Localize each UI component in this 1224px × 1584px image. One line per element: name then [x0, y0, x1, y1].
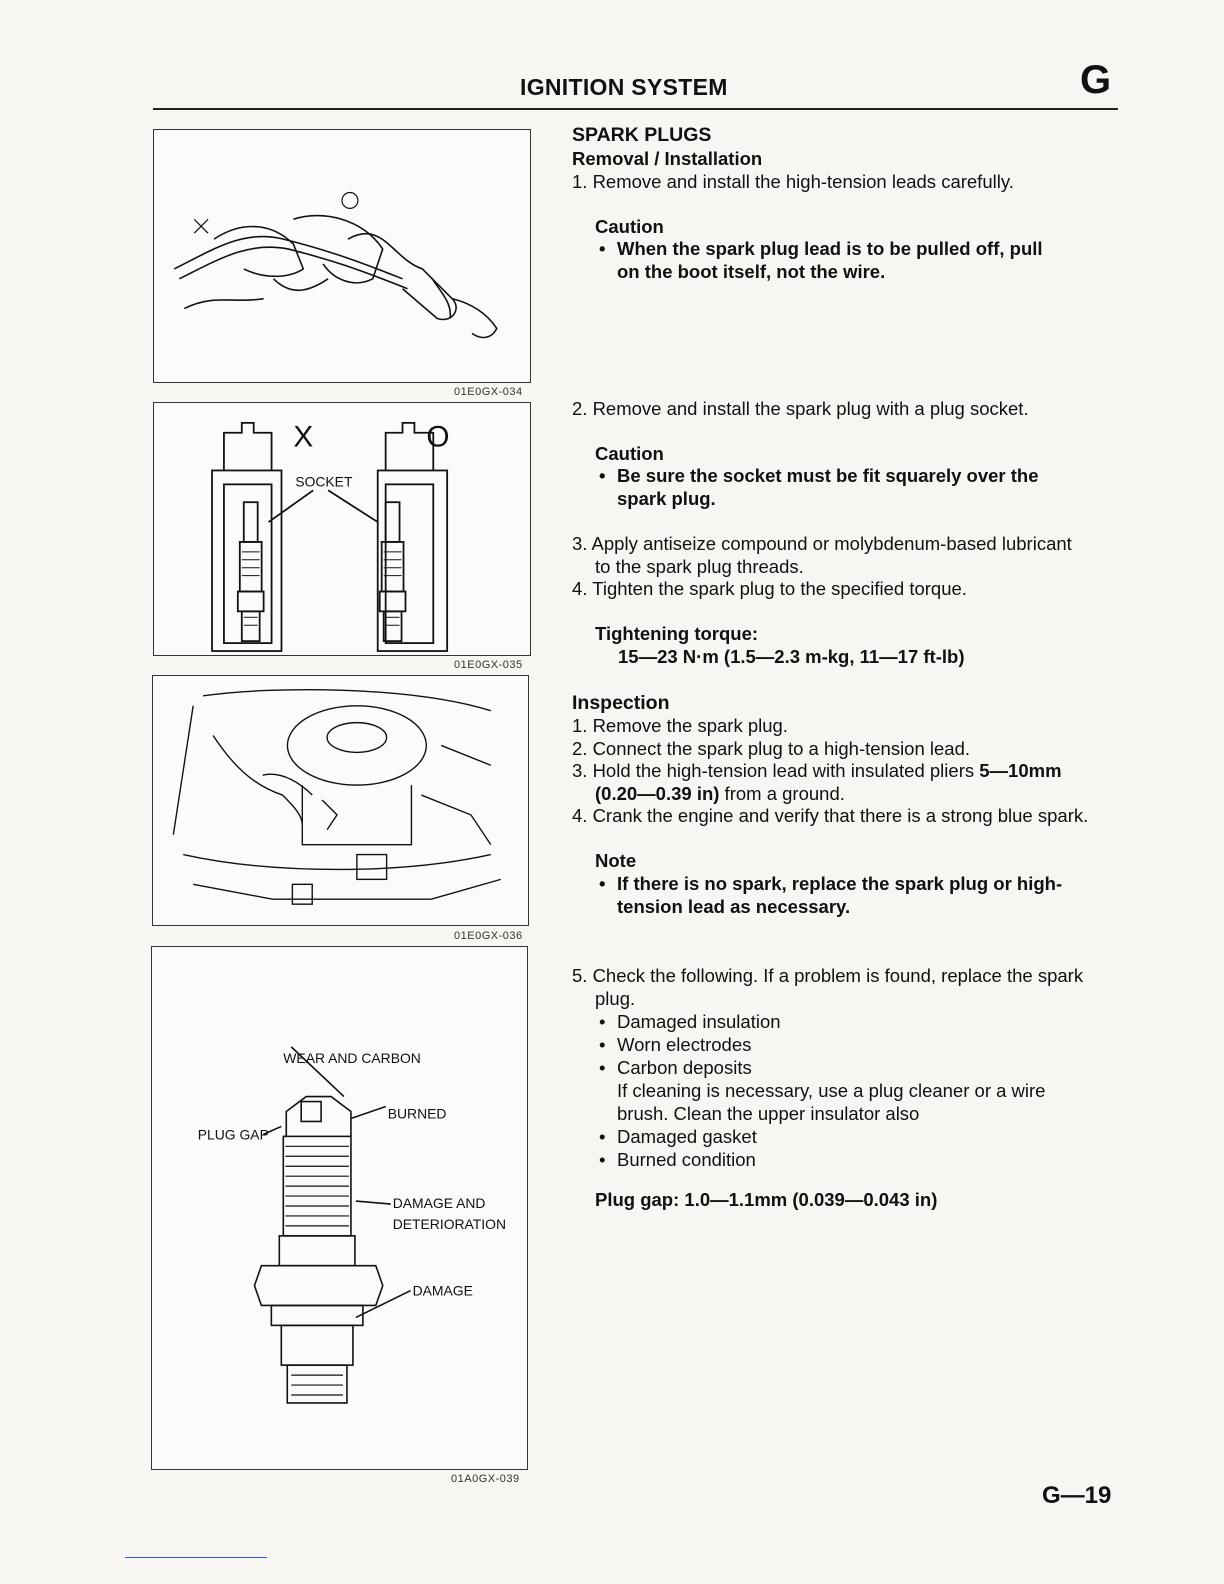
figure-lead-removal	[153, 129, 531, 383]
header-rule	[153, 108, 1118, 110]
inspection-step-3	[572, 759, 1122, 805]
caution-text	[572, 237, 1145, 283]
note-line-2: tension lead as necessary.	[617, 896, 851, 917]
inspection-step-3-distance-in: (0.20—0.39 in)	[595, 783, 720, 804]
label-deterioration: DETERIORATION	[392, 1215, 507, 1232]
engine-spark-test-illustration	[153, 676, 528, 925]
inspection-step-3-text: 3. Hold the high-tension lead with insulated pliers	[572, 760, 980, 781]
step-1: 1. Remove and install the high-tension leads carefully.	[572, 171, 1014, 192]
torque-heading: Tightening torque:	[595, 623, 759, 644]
section-subtitle: Removal / Installation	[572, 148, 763, 169]
plug-socket-illustration	[154, 403, 530, 655]
check-item: • Carbon deposits	[595, 1056, 1122, 1079]
plug-gap-spec: Plug gap: 1.0—1.1mm (0.039—0.043 in)	[595, 1189, 938, 1210]
check-item: • Burned condition	[595, 1148, 1122, 1171]
check-item: • Damaged gasket	[595, 1125, 1122, 1148]
caution-line-1: • Be sure the socket must be fit squarely over the	[595, 464, 1145, 487]
label-plug-gap: PLUG GAP	[197, 1126, 269, 1143]
socket-label: SOCKET	[295, 473, 353, 490]
inspection-step-3-distance: 5—10mm	[979, 760, 1062, 781]
step-3-line-1: 3. Apply antiseize compound or molybdenum-based lubricant	[572, 533, 1072, 554]
figure-engine-spark-test	[152, 675, 529, 926]
step-5-line-1: 5. Check the following. If a problem is found, replace the spark	[572, 965, 1084, 986]
label-damage-and: DAMAGE AND	[392, 1195, 486, 1211]
torque-value: 15—23 N·m (1.5—2.3 m-kg, 11—17 ft-lb)	[618, 646, 965, 667]
step-3	[572, 532, 1122, 578]
figure-plug-socket	[153, 402, 531, 656]
correct-mark: O	[426, 420, 450, 454]
figure-code: 01E0GX-034	[454, 386, 523, 398]
wrong-mark: X	[293, 420, 314, 454]
step-4: 4. Tighten the spark plug to the specified torque.	[572, 578, 967, 599]
step-5	[572, 964, 1122, 1171]
inspection-step-3-tail: from a ground.	[719, 783, 845, 804]
caution-line-2: on the boot itself, not the wire.	[617, 261, 886, 282]
label-burned: BURNED	[387, 1105, 447, 1122]
inspection-step-4: 4. Crank the engine and verify that there is a strong blue spark.	[572, 805, 1089, 826]
lead-removal-illustration	[154, 130, 530, 382]
inspection-step-2: 2. Connect the spark plug to a high-tension lead.	[572, 738, 971, 759]
check-item: • Damaged insulation	[595, 1010, 1122, 1033]
section-letter: G	[1080, 58, 1112, 102]
page-header-title: IGNITION SYSTEM	[520, 74, 728, 100]
figure-spark-plug-check	[151, 946, 528, 1470]
page-number: G—19	[1042, 1482, 1112, 1509]
caution-line-2: spark plug.	[617, 488, 716, 509]
section-title: SPARK PLUGS	[572, 124, 712, 146]
note-text	[572, 872, 1145, 918]
check-item: • Worn electrodes	[595, 1033, 1122, 1056]
step-5-line-2: plug.	[595, 988, 636, 1009]
cleaning-line-1: If cleaning is necessary, use a plug cleaner or a wire	[617, 1080, 1046, 1101]
caution-text	[572, 464, 1145, 510]
figure-code: 01E0GX-036	[454, 930, 523, 942]
label-damage: DAMAGE	[412, 1282, 473, 1299]
label-wear-and-carbon: WEAR AND CARBON	[283, 1049, 421, 1066]
footer-link-line	[125, 1557, 267, 1558]
figure-code: 01A0GX-039	[451, 1473, 520, 1485]
figure-code: 01E0GX-035	[454, 659, 523, 671]
step-2: 2. Remove and install the spark plug with a plug socket.	[572, 398, 1029, 419]
cleaning-line-2: brush. Clean the upper insulator also	[617, 1103, 920, 1124]
inspection-heading: Inspection	[572, 692, 670, 714]
caution-heading: Caution	[595, 216, 664, 237]
inspection-step-1: 1. Remove the spark plug.	[572, 715, 788, 736]
spark-plug-check-illustration	[152, 947, 527, 1469]
note-heading: Note	[595, 850, 637, 871]
caution-line-1: • When the spark plug lead is to be pulled off, pull	[595, 237, 1145, 260]
note-line-1: • If there is no spark, replace the spark plug or high-	[595, 872, 1145, 895]
caution-heading: Caution	[595, 443, 664, 464]
step-3-line-2: to the spark plug threads.	[595, 556, 804, 577]
